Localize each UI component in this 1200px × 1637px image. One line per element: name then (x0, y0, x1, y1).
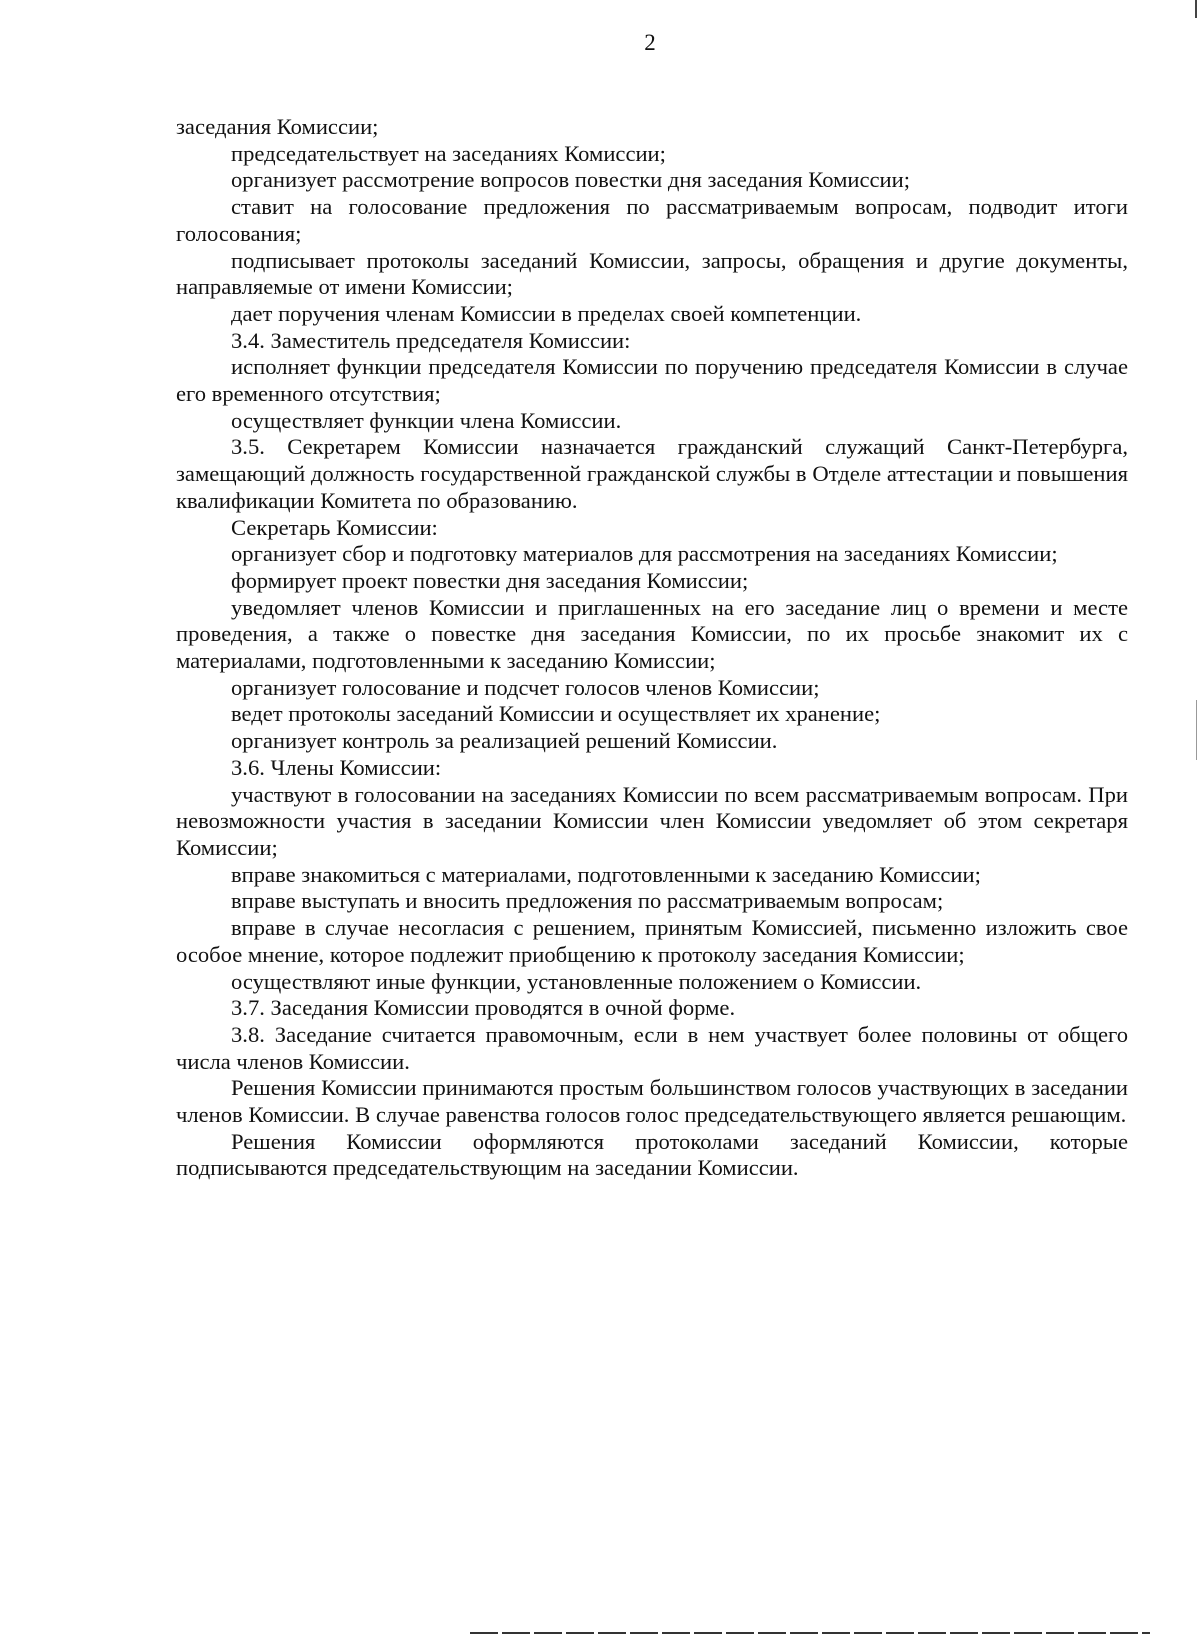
paragraph: осуществляют иные функции, установленные положением о Комиссии. (231, 968, 922, 994)
paragraph: 3.8. Заседание считается правомочным, если в нем участвует более половины от общего числа членов Комиссии. (176, 1021, 1128, 1074)
paragraph: 3.7. Заседания Комиссии проводятся в очной форме. (231, 995, 736, 1021)
paragraph: уведомляет членов Комиссии и приглашенных на его заседание лиц о времени и месте проведения, а также о повестке дня заседания Комиссии, по их просьбе знакомит их с материалами, подготовленными к заседанию Комиссии; (176, 594, 1128, 674)
paragraph: Решения Комиссии принимаются простым большинством голосов участвующих в заседании членов Комиссии. В случае равенства голосов голос председательствующего является решающим. (176, 1075, 1128, 1128)
paragraph: организует голосование и подсчет голосов членов Комиссии; (231, 674, 820, 700)
bottom-scan-line (470, 1632, 1150, 1634)
paragraph: участвуют в голосовании на заседаниях Комиссии по всем рассматриваемым вопросам. При невозможности участия в заседании Комиссии член Комиссии уведомляет об этом секретаря Комиссии; (176, 781, 1128, 860)
scan-artifact (1195, 0, 1197, 18)
paragraph: формирует проект повестки дня заседания Комиссии; (231, 567, 749, 593)
paragraph: исполняет функции председателя Комиссии по поручению председателя Комиссии в случае его временного отсутствия; (176, 354, 1128, 407)
scan-artifact (1196, 700, 1197, 760)
paragraph: вправе знакомиться с материалами, подготовленными к заседанию Комиссии; (231, 861, 981, 887)
paragraph: ставит на голосование предложения по рассматриваемым вопросам, подводит итоги голосования; (176, 194, 1128, 246)
paragraph: подписывает протоколы заседаний Комиссии, запросы, обращения и другие документы, направляемые от имени Комиссии; (176, 247, 1128, 300)
paragraph: вправе выступать и вносить предложения по рассматриваемым вопросам; (231, 888, 944, 914)
page-number: 2 (644, 30, 656, 55)
paragraph: 3.4. Заместитель председателя Комиссии: (231, 327, 631, 353)
paragraph: Решения Комиссии оформляются протоколами заседаний Комиссии, которые подписываются председательствующим на заседании Комиссии. (176, 1128, 1128, 1181)
paragraph: организует контроль за реализацией решений Комиссии. (231, 728, 778, 754)
paragraph: 3.6. Члены Комиссии: (231, 754, 442, 780)
paragraph: 3.5. Секретарем Комиссии назначается гражданский служащий Санкт-Петербурга, замещающий должность государственной гражданской службы в Отделе аттестации и повышения квалификации Комитета по образованию. (176, 434, 1128, 513)
paragraph: ведет протоколы заседаний Комиссии и осуществляет их хранение; (231, 701, 881, 727)
paragraph: осуществляет функции члена Комиссии. (231, 407, 622, 433)
document-body (176, 114, 1128, 1182)
paragraph: председательствует на заседаниях Комиссии; (231, 140, 666, 166)
paragraph: заседания Комиссии; (176, 114, 379, 139)
paragraph: организует сбор и подготовку материалов для рассмотрения на заседаниях Комиссии; (231, 541, 1058, 567)
paragraph: Секретарь Комиссии: (231, 514, 438, 540)
paragraph: организует рассмотрение вопросов повестки дня заседания Комиссии; (231, 167, 910, 193)
paragraph: вправе в случае несогласия с решением, принятым Комиссией, письменно изложить свое особое мнение, которое подлежит приобщению к протоколу заседания Комиссии; (176, 915, 1128, 967)
paragraph: дает поручения членам Комиссии в пределах своей компетенции. (231, 300, 862, 326)
